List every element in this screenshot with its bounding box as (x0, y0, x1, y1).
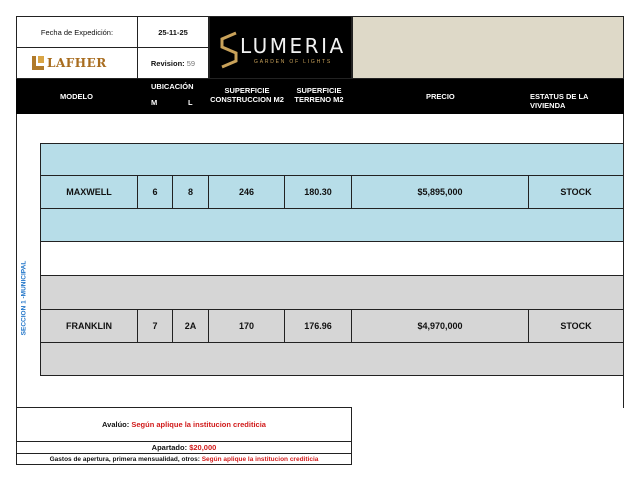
fecha-label: Fecha de Expedición: (16, 16, 138, 48)
cell-modelo: FRANKLIN (40, 309, 138, 343)
col-ubicacion: UBICACIÓN (151, 82, 194, 91)
fecha-value: 25-11-25 (137, 16, 209, 48)
row-band-top-2 (40, 275, 624, 310)
lafher-logo-text: LAFHER (47, 56, 107, 70)
cell-estatus: STOCK (528, 309, 624, 343)
lumeria-title: LUMERIA (240, 34, 346, 58)
row-band-bottom-1 (40, 208, 624, 242)
col-sup-construccion-line2: CONSTRUCCION M2 (210, 95, 284, 105)
cell-terreno: 176.96 (284, 309, 352, 343)
cell-precio: $5,895,000 (351, 175, 529, 209)
col-estatus: ESTATUS DE LA VIVIENDA (530, 92, 589, 111)
section-label (16, 215, 32, 380)
lafher-logo (16, 47, 138, 79)
gastos-value: Según aplique la institucion crediticia (201, 455, 319, 463)
revision-value: 59 (186, 58, 196, 68)
col-l: L (188, 98, 193, 107)
table-row (40, 309, 624, 343)
cell-l: 8 (172, 175, 209, 209)
cell-construccion: 170 (208, 309, 285, 343)
cell-precio: $4,970,000 (351, 309, 529, 343)
col-m: M (151, 98, 158, 107)
col-precio: PRECIO (426, 92, 455, 101)
apartado-value: $20,000 (189, 443, 217, 452)
cell-m: 7 (137, 309, 173, 343)
avaluo-value: Según aplique la institucion crediticia (131, 420, 266, 429)
gastos-label: Gastos de apertura, primera mensualidad, otros: (49, 455, 200, 463)
col-sup-construccion-line1: SUPERFICIE (224, 86, 270, 95)
lumeria-logo (209, 16, 352, 79)
cell-m: 6 (137, 175, 173, 209)
row-band-separator (40, 241, 624, 276)
row-band-bottom-2 (40, 342, 624, 376)
lumeria-subtitle: GARDEN OF LIGHTS (254, 59, 332, 65)
apartado-label: Apartado: (151, 443, 188, 452)
cell-l: 2A (172, 309, 209, 343)
col-sup-construccion (209, 86, 285, 105)
revision-label: Revision: (150, 58, 185, 68)
table-row (40, 175, 624, 209)
col-sup-terreno-line2: TERRENO M2 (294, 95, 344, 105)
row-band-top-1 (40, 143, 624, 176)
gastos-box (16, 453, 352, 465)
header-beige-panel (352, 16, 624, 79)
revision (137, 47, 209, 79)
col-modelo: MODELO (60, 92, 93, 101)
cell-modelo: MAXWELL (40, 175, 138, 209)
lafher-emblem-icon (31, 55, 45, 71)
column-header-bar (16, 79, 624, 114)
cell-estatus: STOCK (528, 175, 624, 209)
avaluo-label: Avalúo: (102, 420, 130, 429)
avaluo-box (16, 407, 352, 442)
cell-terreno: 180.30 (284, 175, 352, 209)
col-sup-terreno (288, 86, 350, 105)
section-label-text: SECCION 1 -MUNICIPAL (20, 260, 28, 335)
lumeria-s-mark-icon (218, 29, 240, 69)
cell-construccion: 246 (208, 175, 285, 209)
col-sup-terreno-line1: SUPERFICIE (296, 86, 342, 95)
